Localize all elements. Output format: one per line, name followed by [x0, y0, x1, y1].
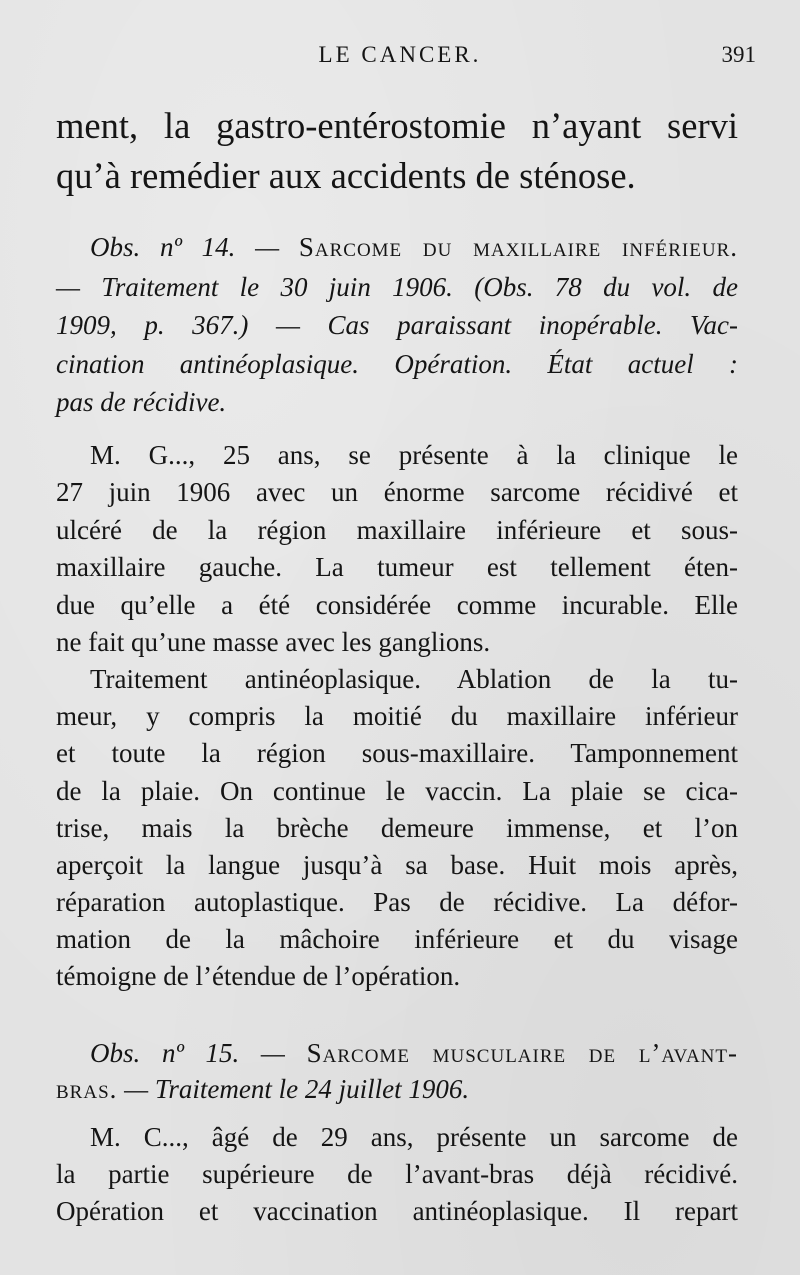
paragraph-line: réparation autoplastique. Pas de récidive. La défor-: [56, 887, 738, 917]
obs-14-line: — Traitement le 30 juin 1906. (Obs. 78 du vol. de: [56, 272, 738, 302]
running-title: LE CANCER.: [318, 42, 482, 67]
obs-14-heading: [90, 232, 738, 263]
obs-14-label: Obs. nº 14. —: [90, 232, 299, 262]
paragraph-line: et toute la région sous-maxillaire. Tamponnement: [56, 738, 738, 768]
paragraph-line: la partie supérieure de l’avant-bras déjà récidivé.: [56, 1159, 738, 1189]
obs-15-label: Obs. nº 15. —: [90, 1038, 307, 1068]
paragraph-line: trise, mais la brèche demeure immense, et l’on: [56, 813, 738, 843]
obs-14-line: pas de récidive.: [56, 387, 227, 417]
paragraph-line: 27 juin 1906 avec un énorme sarcome récidivé et: [56, 477, 738, 507]
obs-15-heading: [90, 1038, 738, 1069]
paragraph-line: Traitement antinéoplasique. Ablation de la tu-: [90, 664, 738, 694]
obs-15-line: [56, 1074, 738, 1105]
obs-15-treatment: — Traitement le 24 juillet 1906.: [117, 1074, 470, 1104]
obs-14-line: 1909, p. 367.) — Cas paraissant inopérable. Vac-: [56, 310, 738, 340]
intro-line: qu’à remédier aux accidents de sténose.: [56, 155, 636, 196]
obs-14-title: Sarcome du maxillaire inférieur.: [298, 232, 739, 262]
page-number: 391: [721, 42, 756, 67]
paragraph-line: de la plaie. On continue le vaccin. La plaie se cica-: [56, 776, 738, 806]
obs-14-line: cination antinéoplasique. Opération. État actuel :: [56, 349, 738, 379]
paragraph-line: due qu’elle a été considérée comme incurable. Elle: [56, 590, 738, 620]
paragraph-line: Opération et vaccination antinéoplasique. Il repart: [56, 1196, 738, 1226]
paragraph-line: maxillaire gauche. La tumeur est tellement éten-: [56, 552, 738, 582]
paragraph-line: ne fait qu’une masse avec les ganglions.: [56, 627, 491, 657]
paragraph-line: aperçoit la langue jusqu’à sa base. Huit mois après,: [56, 850, 738, 880]
obs-15-title-end: bras.: [56, 1074, 118, 1104]
paragraph-line: M. G..., 25 ans, se présente à la clinique le: [90, 440, 738, 470]
paragraph-line: M. C..., âgé de 29 ans, présente un sarcome de: [90, 1122, 738, 1152]
running-header: [0, 40, 800, 80]
paragraph-line: mation de la mâchoire inférieure et du visage: [56, 924, 738, 954]
intro-line: ment, la gastro-entérostomie n’ayant servi: [56, 105, 738, 146]
paragraph-line: témoigne de l’étendue de l’opération.: [56, 961, 461, 991]
paragraph-line: meur, y compris la moitié du maxillaire inférieur: [56, 701, 738, 731]
obs-15-title: Sarcome musculaire de l’avant-: [306, 1038, 738, 1068]
paragraph-line: ulcéré de la région maxillaire inférieure et sous-: [56, 515, 738, 545]
